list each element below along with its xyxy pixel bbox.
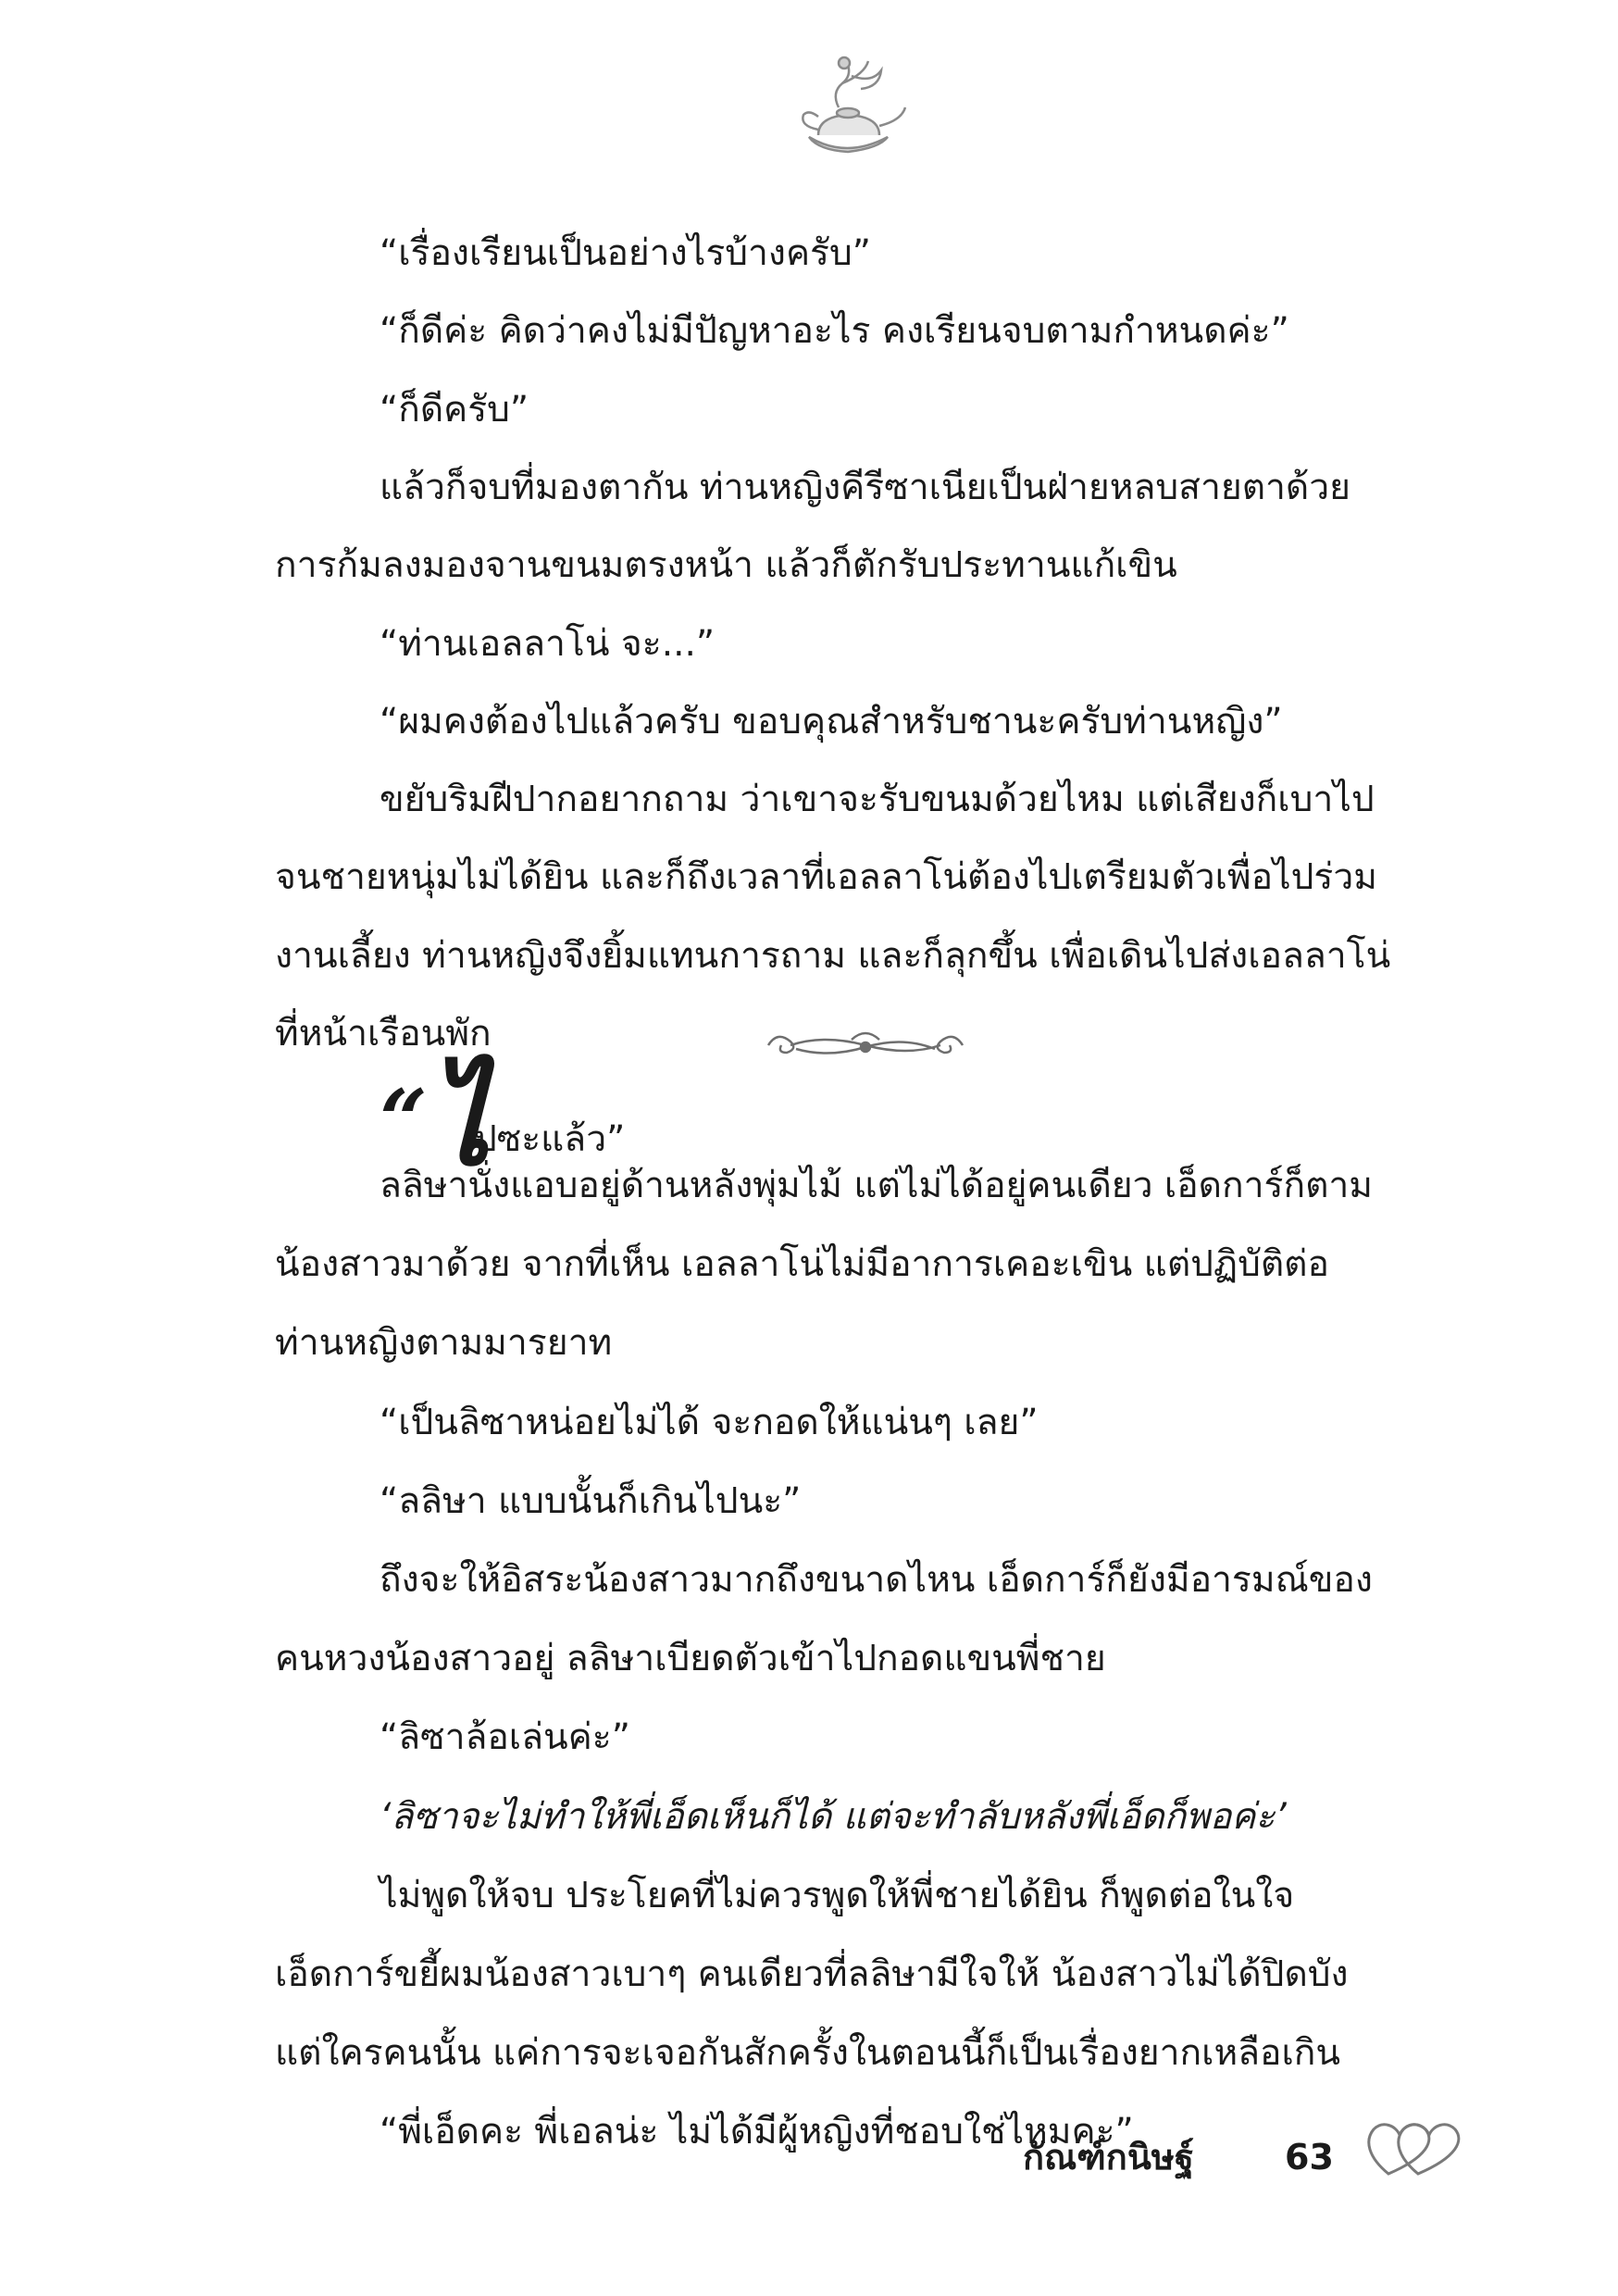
hearts-icon xyxy=(1361,2109,1462,2183)
text-line: ถึงจะให้อิสระน้องสาวมากถึงขนาดไหน เอ็ดการ์ก็ยังมีอารมณ์ของ xyxy=(380,1559,1373,1601)
text-line: คนหวงน้องสาวอยู่ ลลิษาเบียดตัวเข้าไปกอดแขนพี่ชาย xyxy=(275,1638,1106,1680)
text-line: เอ็ดการ์ขยี้ผมน้องสาวเบาๆ คนเดียวที่ลลิษามีใจให้ น้องสาวไม่ได้ปิดบัง xyxy=(275,1953,1349,1995)
teapot-ornament-icon xyxy=(790,56,911,167)
text-line: ที่หน้าเรือนพัก xyxy=(275,1013,492,1054)
text-line: “ก็ดีครับ” xyxy=(380,388,529,430)
text-line: น้องสาวมาด้วย จากที่เห็น เอลลาโน่ไม่มีอาการเคอะเขิน แต่ปฏิบัติต่อ xyxy=(275,1243,1329,1286)
text-line: “เป็นลิซาหน่อยไม่ได้ จะกอดให้แน่นๆ เลย” xyxy=(380,1401,1039,1443)
text-line: ‘ลิซาจะไม่ทำให้พี่เอ็ดเห็นก็ได้ แต่จะทำลับหลังพี่เอ็ดก็พอค่ะ’ xyxy=(380,1795,1287,1838)
text-line: “ลลิษา แบบนั้นก็เกินไปนะ” xyxy=(380,1479,802,1522)
text-line: แต่ใครคนนั้น แค่การจะเจอกันสักครั้งในตอนนี้ก็เป็นเรื่องยากเหลือเกิน xyxy=(275,2032,1341,2075)
text-line: งานเลี้ยง ท่านหญิงจึงยิ้มแทนการถาม และก็ลุกขึ้น เพื่อเดินไปส่งเอลลาโน่ xyxy=(275,934,1391,977)
text-line: ท่านหญิงตามมารยาท xyxy=(275,1322,613,1365)
dropcap-letter: ไ xyxy=(429,1051,490,1192)
text-line: “ผมคงต้องไปแล้วครับ ขอบคุณสำหรับชานะครับท่านหญิง” xyxy=(380,700,1283,742)
text-line: “เรื่องเรียนเป็นอย่างไรบ้างครับ” xyxy=(380,232,871,274)
text-line: “ท่านเอลลาโน่ จะ...” xyxy=(380,622,716,665)
text-line: การก้มลงมองจานขนมตรงหน้า แล้วก็ตักรับประทานแก้เขิน xyxy=(275,544,1177,587)
text-line: “ลิซาล้อเล่นค่ะ” xyxy=(380,1716,630,1759)
dropcap-rest-text: ปซะแล้ว” xyxy=(474,1118,626,1160)
text-line: ลลิษานั่งแอบอยู่ด้านหลังพุ่มไม้ แต่ไม่ได้อยู่คนเดียว เอ็ดการ์ก็ตาม xyxy=(380,1165,1374,1206)
text-line: “พี่เอ็ดคะ พี่เอลน่ะ ไม่ได้มีผู้หญิงที่ชอบใช่ไหมคะ” xyxy=(380,2111,1134,2153)
page-number: 63 xyxy=(1285,2137,1334,2177)
section-divider-ornament-icon xyxy=(759,1025,972,1067)
text-line: ขยับริมฝีปากอยากถาม ว่าเขาจะรับขนมด้วยไหม แต่เสียงก็เบาไป xyxy=(380,779,1375,821)
text-line: จนชายหนุ่มไม่ได้ยิน และก็ถึงเวลาที่เอลลาโน่ต้องไปเตรียมตัวเพื่อไปร่วม xyxy=(275,856,1377,899)
book-title: กัณฑ์กนิษฐ์ xyxy=(1023,2137,1194,2177)
text-line: ไม่พูดให้จบ ประโยคที่ไม่ควรพูดให้พี่ชายได้ยิน ก็พูดต่อในใจ xyxy=(380,1874,1295,1916)
text-line: “ก็ดีค่ะ คิดว่าคงไม่มีปัญหาอะไร คงเรียนจบตามกำหนดค่ะ” xyxy=(380,310,1289,353)
text-line: แล้วก็จบที่มองตากัน ท่านหญิงคีรีซาเนียเป็นฝ่ายหลบสายตาด้วย xyxy=(380,466,1351,508)
dropcap-quote: “ xyxy=(380,1071,428,1169)
